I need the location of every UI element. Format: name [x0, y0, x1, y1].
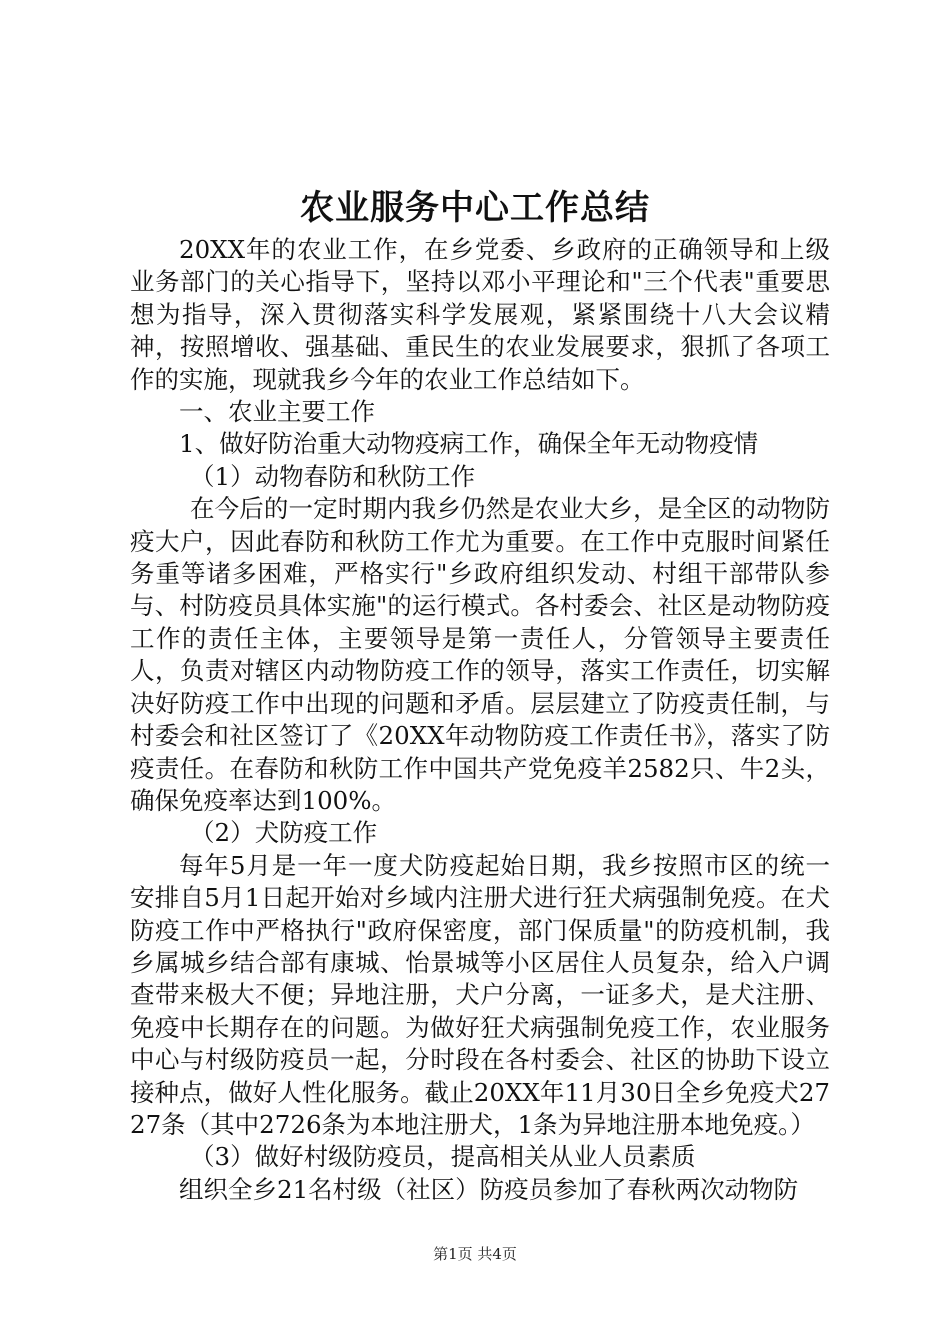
- intro-paragraph: 20XX年的农业工作，在乡党委、乡政府的正确领导和上级业务部门的关心指导下，坚持以邓小平理论和"三个代表"重要思想为指导，深入贯彻落实科学发展观，紧紧围绕十八大会议精神，按照增收、强基础、重民生的农业发展要求，狠抓了各项工作的实施，现就我乡今年的农业工作总结如下。: [130, 235, 830, 394]
- subsection-heading: 1、做好防治重大动物疫病工作，确保全年无动物疫情: [179, 429, 759, 459]
- item-heading-3: （3）做好村级防疫员，提高相关从业人员素质: [190, 1142, 696, 1172]
- body-paragraph: 组织全乡21名村级（社区）防疫员参加了春秋两次动物防: [179, 1174, 799, 1204]
- document-title: 农业服务中心工作总结: [300, 188, 650, 228]
- document-body: [130, 234, 830, 1206]
- item-heading-1: （1）动物春防和秋防工作: [190, 461, 476, 491]
- item-heading-2: （2）犬防疫工作: [190, 818, 378, 848]
- body-paragraph: 在今后的一定时期内我乡仍然是农业大乡，是全区的动物防疫大户，因此春防和秋防工作尤为重要。在工作中克服时间紧任务重等诸多困难，严格实行"乡政府组织发动、村组干部带队参与、村防疫员具体实施"的运行模式。各村委会、社区是动物防疫工作的责任主体，主要领导是第一责任人，分管领导主要责任人，负责对辖区内动物防疫工作的领导，落实工作责任，切实解决好防疫工作中出现的问题和矛盾。层层建立了防疫责任制，与村委会和社区签订了《20XX年动物防疫工作责任书》，落实了防疫责任。在春防和秋防工作中国共产党免疫羊2582只、牛2头，确保免疫率达到100%。: [130, 494, 830, 815]
- section-heading: 一、农业主要工作: [179, 397, 375, 427]
- page-number-footer: 第1页 共4页: [433, 1245, 517, 1263]
- body-paragraph: 每年5月是一年一度犬防疫起始日期，我乡按照市区的统一安排自5月1日起开始对乡域内注册犬进行狂犬病强制免疫。在犬防疫工作中严格执行"政府保密度，部门保质量"的防疫机制，我乡属城乡结合部有康城、怡景城等小区居住人员复杂，给入户调查带来极大不便；异地注册，犬户分离，一证多犬，是犬注册、免疫中长期存在的问题。为做好狂犬病强制免疫工作，农业服务中心与村级防疫员一起，分时段在各村委会、社区的协助下设立接种点，做好人性化服务。截止20XX年11月30日全乡免疫犬2727条（其中2726条为本地注册犬，1条为异地注册本地免疫。）: [130, 850, 830, 1139]
